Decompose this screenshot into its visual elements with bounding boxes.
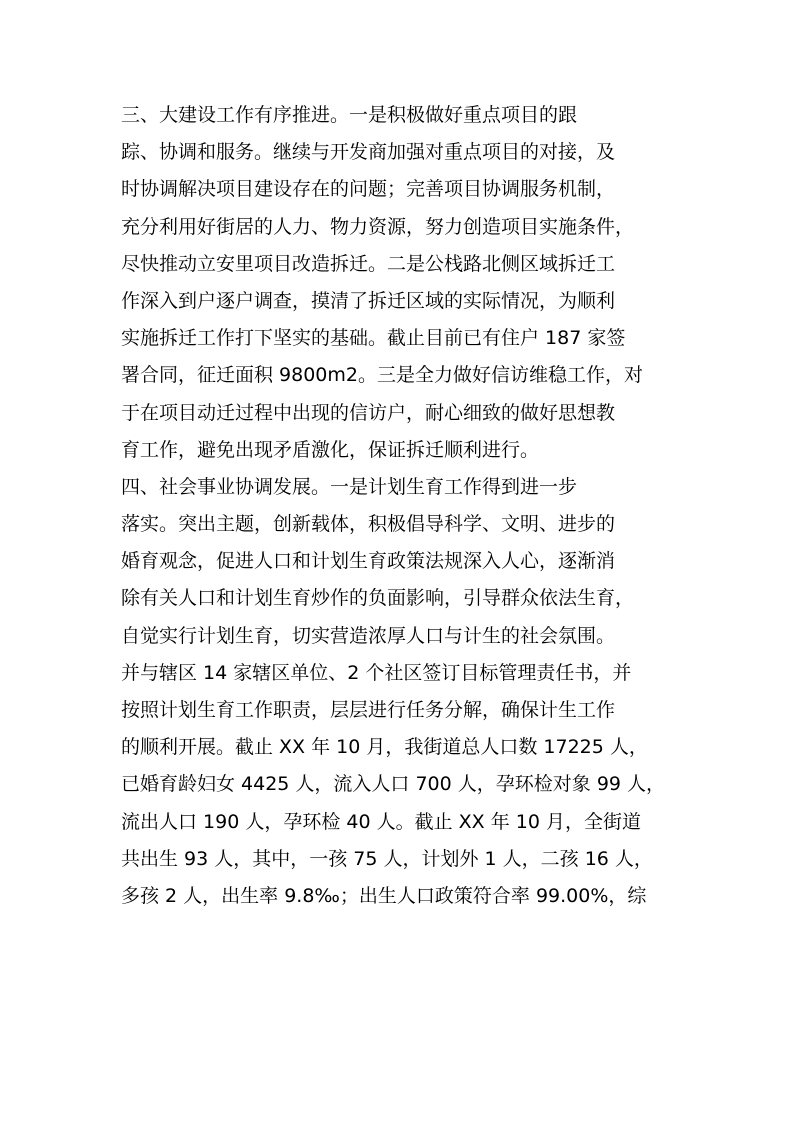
text-line: 四、社会事业协调发展。一是计划生育工作得到进一步 xyxy=(121,475,578,498)
text-line: 三、大建设工作有序推进。一是积极做好重点项目的跟 xyxy=(121,104,578,126)
text-line: 时协调解决项目建设存在的问题；完善项目协调服务机制， xyxy=(121,178,616,201)
text-line: 育工作，避免出现矛盾激化，保证拆迁顺利进行。 xyxy=(121,438,540,461)
text-line: 踪、协调和服务。继续与开发商加强对重点项目的对接，及 xyxy=(121,141,616,164)
text-line: 除有关人口和计划生育炒作的负面影响，引导群众依法生育， xyxy=(121,587,635,610)
text-line: 多孩 2 人，出生率 9.8‰；出生人口政策符合率 99.00%，综 xyxy=(121,884,647,907)
text-line: 已婚育龄妇女 4425 人，流入人口 700 人，孕环检对象 99 人， xyxy=(121,773,666,796)
text-line: 并与辖区 14 家辖区单位、2 个社区签订目标管理责任书，并 xyxy=(121,661,632,684)
text-line: 共出生 93 人，其中，一孩 75 人，计划外 1 人，二孩 16 人， xyxy=(121,847,653,870)
text-line: 的顺利开展。截止 XX 年 10 月，我街道总人口数 17225 人， xyxy=(121,736,648,759)
text-line: 于在项目动迁过程中出现的信访户，耐心细致的做好思想教 xyxy=(121,401,616,424)
text-line: 流出人口 190 人，孕环检 40 人。截止 XX 年 10 月，全街道 xyxy=(121,810,641,833)
text-line: 充分利用好街居的人力、物力资源，努力创造项目实施条件， xyxy=(121,215,635,238)
text-line: 自觉实行计划生育，切实营造浓厚人口与计生的社会氛围。 xyxy=(121,624,616,647)
text-line: 婚育观念，促进人口和计划生育政策法规深入人心，逐渐消 xyxy=(121,550,616,573)
text-line: 按照计划生育工作职责，层层进行任务分解，确保计生工作 xyxy=(121,699,616,721)
body-text xyxy=(121,97,681,915)
text-line: 署合同，征迁面积 9800m2。三是全力做好信访维稳工作，对 xyxy=(121,364,643,387)
text-line: 作深入到户逐户调查，摸清了拆迁区域的实际情况，为顺利 xyxy=(121,289,616,312)
text-line: 实施拆迁工作打下坚实的基础。截止目前已有住户 187 家签 xyxy=(121,327,626,350)
text-line: 尽快推动立安里项目改造拆迁。二是公栈路北侧区域拆迁工 xyxy=(121,252,616,275)
text-line: 落实。突出主题，创新载体，积极倡导科学、文明、进步的 xyxy=(121,513,616,536)
